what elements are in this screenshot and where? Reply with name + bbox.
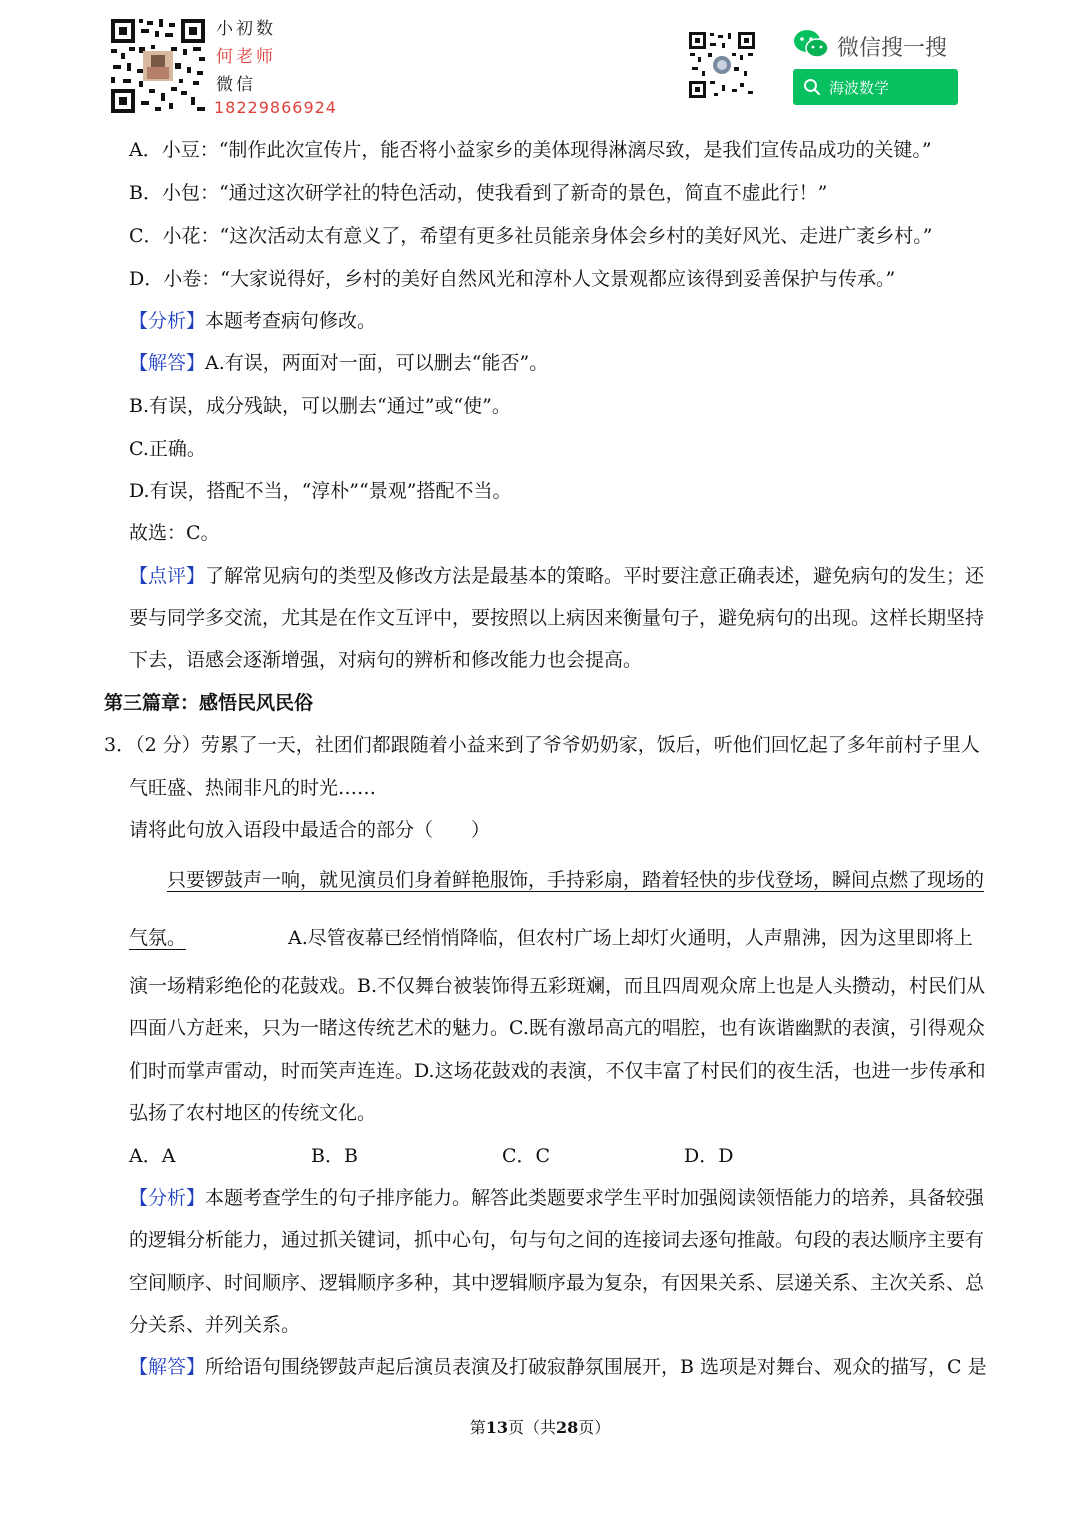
footer-middle: 页（共 (507, 1418, 556, 1437)
comment-line-2: 要与同学多交流，尤其是在作文互评中，要按照以上病因来衡量句子，避免病句的出现。这样长期坚持 (129, 607, 985, 629)
q2-answer (129, 351, 548, 375)
handwritten-phone: 18229866924 (214, 98, 337, 117)
q2-option-a: A．小豆：“制作此次宣传片，能否将小益家乡的美体现得淋漓尽致，是我们宣传品成功的关键。” (129, 139, 932, 161)
footer-suffix: 页） (578, 1418, 611, 1437)
q3-passage-4: 们时而掌声雷动，时而笑声连连。D.这场花鼓戏的表演，不仅丰富了村民们的夜生活，也进一步传承和 (129, 1060, 986, 1082)
q3-target-sentence-1: 只要锣鼓声一响，就见演员们身着鲜艳服饰，手持彩扇，踏着轻快的步伐登场，瞬间点燃了现场的 (167, 869, 985, 891)
analysis-tag: 【分析】 (129, 310, 206, 332)
q3-passage-5: 弘扬了农村地区的传统文化。 (129, 1102, 377, 1124)
q3-passage-3: 四面八方赶来，只为一睹这传统艺术的魅力。C.既有激昂高亢的唱腔，也有诙谐幽默的表演，引得观众 (129, 1017, 985, 1039)
q3-line-1: 3．（2 分）劳累了一天，社团们都跟随着小益来到了爷爷奶奶家，饭后，听他们回忆起了多年前村子里人 (104, 734, 980, 756)
qr-code-graphic (688, 31, 756, 99)
wechat-search-title: 微信搜一搜 (837, 36, 948, 61)
q2-comment (129, 564, 984, 588)
page-number-footer (0, 1415, 1080, 1438)
q3-option-d: D．D (684, 1145, 734, 1167)
handwritten-line-1: 小初数 (216, 19, 276, 39)
q3-prompt: 请将此句放入语段中最适合的部分（ ） (129, 819, 491, 841)
analysis-line-2: 的逻辑分析能力，通过抓关键词，抓中心句，句与句之间的连接词去逐句推敲。句段的表达顺序主要有 (129, 1229, 985, 1251)
answer-tag: 【解答】 (129, 352, 206, 374)
answer-tag: 【解答】 (129, 1356, 206, 1378)
wechat-search-button[interactable] (793, 69, 958, 105)
q3-option-b: B．B (311, 1145, 358, 1167)
analysis-tag: 【分析】 (129, 1187, 206, 1209)
q2-analysis (129, 309, 376, 333)
analysis-text: 本题考查病句修改。 (205, 310, 377, 332)
qr-code-teacher (109, 17, 207, 115)
comment-line-3: 下去，语感会逐渐增强，对病句的辨析和修改能力也会提高。 (129, 649, 643, 671)
chapter-title: 第三篇章：感悟民风民俗 (104, 692, 314, 714)
answer-b: B.有误，成分残缺，可以删去“通过”或“使”。 (129, 395, 511, 417)
q3-passage-1: A.尽管夜幕已经悄悄降临，但农村广场上却灯火通明，人声鼎沸，因为这里即将上 (288, 927, 973, 949)
answer-choice: 故选：C。 (129, 522, 220, 544)
q3-passage-2: 演一场精彩绝伦的花鼓戏。B.不仅舞台被装饰得五彩斑斓，而且四周观众席上也是人头攒动，村民们从 (129, 975, 986, 997)
answer-d: D.有误，搭配不当，“淳朴”“景观”搭配不当。 (129, 480, 512, 502)
footer-page: 13 (485, 1418, 508, 1437)
q3-option-c: C．C (502, 1145, 551, 1167)
q2-option-c: C．小花：“这次活动太有意义了，希望有更多社员能亲身体会乡村的美好风光、走进广袤乡村。” (129, 225, 933, 247)
q3-line-2: 气旺盛、热闹非凡的时光…… (129, 777, 377, 799)
answer-c: C.正确。 (129, 438, 206, 460)
q3-analysis (129, 1186, 984, 1210)
q2-option-d: D．小卷：“大家说得好，乡村的美好自然风光和淳朴人文景观都应该得到妥善保护与传承。” (129, 268, 896, 290)
analysis-line-4: 分关系、并列关系。 (129, 1314, 301, 1336)
analysis-line-3: 空间顺序、时间顺序、逻辑顺序多种，其中逻辑顺序最为复杂，有因果关系、层递关系、主次关系、总 (129, 1272, 985, 1294)
q3-target-sentence-2: 气氛。 (129, 927, 187, 949)
q3-option-a: A．A (129, 1145, 176, 1167)
footer-total: 28 (556, 1418, 579, 1437)
analysis-line-1: 本题考查学生的句子排序能力。解答此类题要求学生平时加强阅读领悟能力的培养，具备较强 (205, 1187, 985, 1209)
comment-line-1: 了解常见病句的类型及修改方法是最基本的策略。平时要注意正确表述，避免病句的发生；还 (205, 565, 985, 587)
handwritten-line-3: 微信 (216, 75, 256, 95)
wechat-search-button-label: 海波数学 (829, 79, 890, 97)
q2-option-b: B．小包：“通过这次研学社的特色活动，使我看到了新奇的景色，简直不虚此行！” (129, 182, 828, 204)
answer-line-1: 所给语句围绕锣鼓声起后演员表演及打破寂静氛围展开，B 选项是对舞台、观众的描写，C 是 (205, 1356, 987, 1378)
comment-tag: 【点评】 (129, 565, 206, 587)
q3-answer (129, 1355, 987, 1379)
answer-a: A.有误，两面对一面，可以删去“能否”。 (205, 352, 549, 374)
qr-code-wechat (688, 31, 756, 99)
footer-prefix: 第 (469, 1418, 486, 1437)
wechat-logo-icon (793, 29, 829, 59)
handwritten-line-2: 何老师 (216, 47, 276, 67)
search-icon (803, 78, 821, 96)
qr-code-graphic (109, 17, 207, 115)
